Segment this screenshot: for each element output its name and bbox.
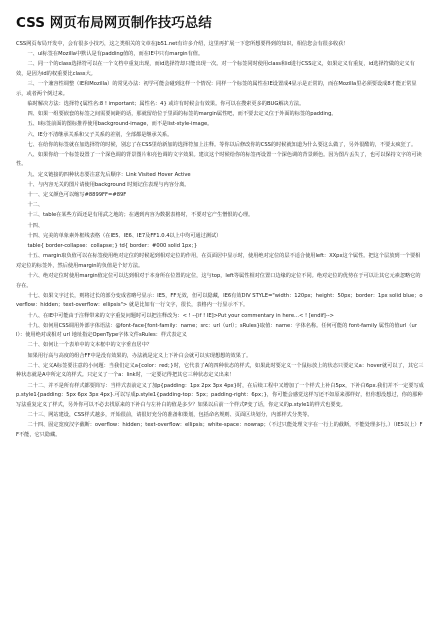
paragraph: 十一、定义颜色可以缩写#8899FF=#89F <box>27 192 127 199</box>
paragraph: 十九、如何用CSS调用外部字体语法：@font-face{font-family：name；src：url（url）；sRules}取值：name：字体名称。任何可能的 font-family 属性的值url（url）：使用绝对或相对 url 地址指定OpenType字体文件sRules：样式表定义 <box>16 322 417 339</box>
paragraph: 十七、如果文字过长，则将过长的部分变成省略号显示：IE5，FF无效，但可以隐藏，IE6有效DIV STYLE="width：120px；height：50px；border：1px solid blue；overflow：hidden；text-overflow：ellipsis"> 就是比如有一行文字，很长，表格内一行显示不下。 <box>16 292 423 309</box>
paragraph: 二、同一个的class选择符可以在一个文档中重复出现，而id选择符却只能出现一次。对一个标签同时使用class和id进行CSS定义，如果定义有重复，id选择符做的定义有效，是因为id的权重要比class大。 <box>16 61 415 77</box>
paragraph: 十五、margin取负值可以在标签使用绝对定位的时候起到相对定位的作用，在页面居中显示时，使用绝对定位的层不适合使用left：XXpx这个属性。把这个层放到一个要相对定位的标签外，然后使用margin的负值是个好方法。 <box>16 253 421 269</box>
paragraph: 二十、定义A标签要注意的小问题：当我们定义a{color：red；}时，它代表了A的四种状态的样式，如果此时要定义一个鼠标放上的状态只要定义a：hover就可以了，其它三种状态就是A中所定义的样式。只定义了一个a：link时，一定要记得把其它三种状态定义出来！ <box>16 362 424 379</box>
paragraph: 一、ul标签在Mozilla中默认是有padding值的，而在IE中只有margin有值。 <box>27 51 204 58</box>
paragraph: 十二、 <box>27 202 44 209</box>
paragraph: 临时解决方法：选择符{属性名:8 ! important；属性名：4} 或许有时候会有效果。你可以在搜索更多的BUG解决方法。 <box>27 100 305 107</box>
paragraph: 二十四、固定宽度汉字截断：overflow：hidden；text-overflow：ellipsis；white-space：nowrap；（不过只能处理文字在一行上的截断，不能处理多行。）（IE5以上）FF不能，它只隐藏。 <box>16 422 423 438</box>
paragraph: 十四、 <box>27 222 44 229</box>
paragraph: 二十、如何让一个表单中的文本框中的文字垂直居中？ <box>27 342 152 349</box>
paragraph: 十八、在IE中可能由于注释带来的文字重复问题时可以把注释改为：< ! --[if ! IE]>Put your commentary in here...< ! [endif]--> <box>27 312 334 319</box>
paragraph: CSS网页布局开发中，会有很多小技巧，这之类相关的文章在jb51.net有许多介绍，这里再扩展一下您所想要得到的知识，相信您会有很多收获！ <box>16 41 349 47</box>
paragraph: 九、定义链接的四种状态要注意先后顺序：Link Visited Hover Active <box>27 171 191 178</box>
paragraph: 十、与内容无关的图片请使用background 时刻记住表现与内容分离。 <box>27 181 190 188</box>
paragraph: table{ border-collapse：collapse；} td{ border：#000 solid 1px；} <box>27 242 198 249</box>
paragraph: 七、在给你的标签就在加选择符的时候，别忘了在CSS里给新加的选择符加上注释。等你以后修改你的CSS的时候就知道为什么要这么做了，另外很酷的，不要太疯狂了。 <box>27 141 417 148</box>
paragraph: 十三、table在某些方面还是有用武之地的；在遇到内容为数据表格时，不要对它产生憎恨的心理。 <box>27 212 254 219</box>
paragraph: 十六、绝对定位时使用margin值定位可以达到相对于本身所在位置的定位，这与top，left等属性相对位置口边缘的定位不同。绝对定位的优势在于可以让其它元素忽略它的存在。 <box>16 272 421 289</box>
paragraph: 四、如果一组要嵌套的标签之间需要间距的话，那就留给位于里面的标签的margin属性吧，而不要去定义位于外面的标签的padding。 <box>27 111 337 118</box>
paragraph: 二十二、并不是所有样式都要简写：当样式表前定义了加p{padding：1px 2px 3px 4px}时，在后续工程中又增加了一个样式上补白5px，下补白6px.我们并不一定要写成p.style1{padding：5px 6px 3px 4px}.可以写成p.style1{padding-top：5px；padding-right：6px；}，你可能会感觉这样写还不如原来那样好，但你想没想过，你的那种写法重复定义了样式，另外你可以不必去找原来的下补白与左补白的值是多少？如果以后前一个样式P变了话，你定义的p.style1的样式也要变。 <box>16 382 424 408</box>
paragraph: 八、如果你给一个标签设置了一个深色调的背景图片和亮色调的文字效果。建议这个时候给你的标签再设置一个深色调的背景颜色。因为图片丢失了，也可以保持文字的可读性。 <box>16 151 422 168</box>
paragraph: 二十三、网站建设，CSS样式越多，开始很前，请很好充分的准备和策划，包括命名规则、页面区块划分，内部样式分类等。 <box>27 412 313 418</box>
paragraph: 三、一个兼容性调整（IE和Mozilla）的常见办法：初学可能会碰到这样一个情况：同样一个标签的属性在IE设置成4显示是正常的，而在Mozilla里必须要设成8才能正常显示，或者两个倒过来。 <box>16 81 417 97</box>
paragraph: 十四、完美的单象素外框线表格（在IE5、IE6、IE7及FF1.0.4以上中均可通过测试） <box>27 232 222 239</box>
paragraph: 六、IE分不清继承关系和父子关系的差别，全部都是继承关系。 <box>27 131 173 138</box>
document-body <box>16 40 424 440</box>
paragraph: 五、li标签前面的图标推荐使用background-image，而不是list-style-image。 <box>27 121 213 128</box>
document-title: CSS 网页布局网页制作技巧总结 <box>16 15 212 31</box>
paragraph: 如果用行高与高度的组合FF中是没有效果的，办法就是定义上下补白会就可以实现想想的效果了。 <box>27 352 252 359</box>
